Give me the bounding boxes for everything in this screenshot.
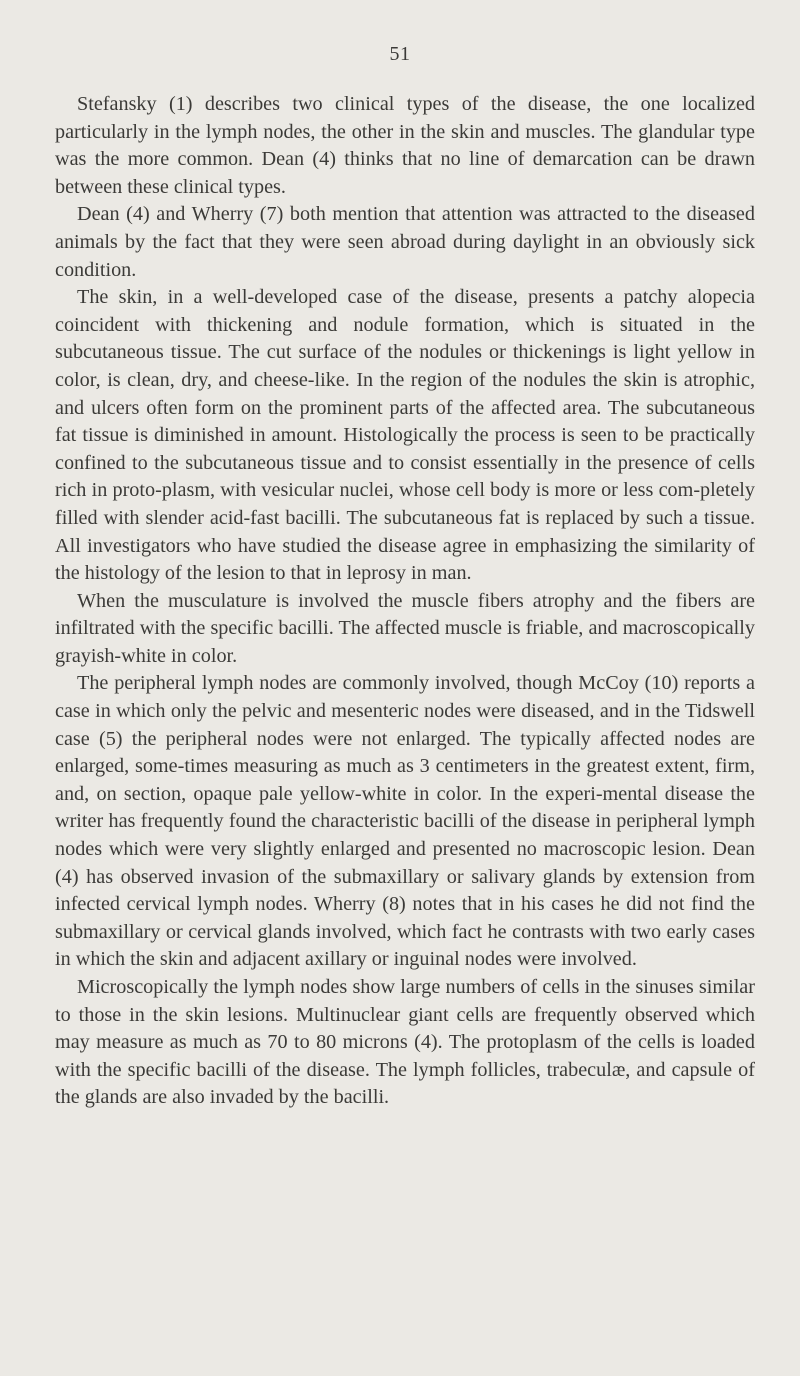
paragraph-musculature: When the musculature is involved the muscle fibers atrophy and the fibers are infiltrated with the specific bacilli. The affected muscle is friable, and macroscopically grayish-white in color.	[55, 589, 755, 667]
body-text	[55, 91, 755, 1112]
paragraph-clinical-types: Stefansky (1) describes two clinical types of the disease, the one localized particularly in the lymph nodes, the other in the skin and muscles. The glandular type was the more common. Dean (4) thinks that no line of demarcation can be drawn between these clinical types.	[55, 93, 755, 198]
page-number: 51	[389, 43, 411, 65]
paragraph-lymph-nodes: The peripheral lymph nodes are commonly involved, though McCoy (10) reports a case in which only the pelvic and mesenteric nodes were diseased, and in the Tidswell case (5) the peripheral nodes were not enlarged. The typically affected nodes are enlarged, some-times measuring as much as 3 centimeters in the greatest extent, firm, and, on section, opaque pale yellow-white in color. In the experi-mental disease the writer has frequently found the characteristic bacilli of the disease in peripheral lymph nodes which were very slightly enlarged and presented no macroscopic lesion. Dean (4) has observed invasion of the submaxillary or salivary glands by extension from infected cervical lymph nodes. Wherry (8) notes that in his cases he did not find the submaxillary or cervical glands involved, which fact he contrasts with two early cases in which the skin and adjacent axillary or inguinal nodes were involved.	[55, 672, 755, 971]
paragraph-microscopy: Microscopically the lymph nodes show large numbers of cells in the sinuses similar to those in the skin lesions. Multinuclear giant cells are frequently observed which may measure as much as 70 to 80 microns (4). The protoplasm of the cells is loaded with the specific bacilli of the disease. The lymph follicles, trabeculæ, and capsule of the glands are also invaded by the bacilli.	[55, 976, 755, 1109]
paragraph-skin: The skin, in a well-developed case of the disease, presents a patchy alopecia coincident with thickening and nodule formation, which is situated in the subcutaneous tissue. The cut surface of the nodules or thickenings is light yellow in color, is clean, dry, and cheese-like. In the region of the nodules the skin is atrophic, and ulcers often form on the prominent parts of the affected area. The subcutaneous fat tissue is diminished in amount. Histologically the process is seen to be practically confined to the subcutaneous tissue and to consist essentially in the presence of cells rich in proto-plasm, with vesicular nuclei, whose cell body is more or less com-pletely filled with slender acid-fast bacilli. The subcutaneous fat is replaced by such a tissue. All investigators who have studied the disease agree in emphasizing the similarity of the histology of the lesion to that in leprosy in man.	[55, 286, 755, 585]
paragraph-attention: Dean (4) and Wherry (7) both mention that attention was attracted to the diseased animals by the fact that they were seen abroad during daylight in an obviously sick condition.	[55, 203, 755, 281]
